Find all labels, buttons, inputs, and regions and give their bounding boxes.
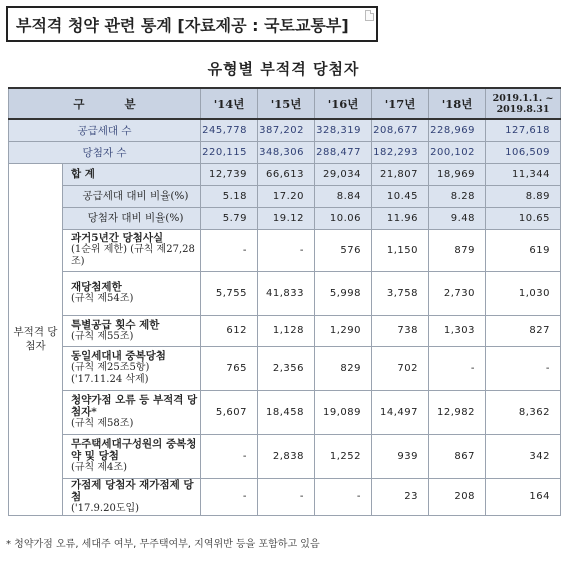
data-cell: - [429, 346, 486, 390]
header-col-2014: '14년 [201, 88, 258, 119]
data-cell: 17.20 [258, 185, 315, 207]
disqualified-row [9, 434, 561, 478]
summary-row [9, 141, 561, 163]
header-col-2016: '16년 [315, 88, 372, 119]
disqualified-row [9, 163, 561, 185]
data-cell: 8,362 [486, 390, 561, 434]
category-label [63, 163, 201, 185]
disqualified-row [9, 271, 561, 315]
data-cell: 2,356 [258, 346, 315, 390]
data-cell: 29,034 [315, 163, 372, 185]
data-cell: 342 [486, 434, 561, 478]
summary-cell: 328,319 [315, 119, 372, 141]
header-row [9, 88, 561, 119]
category-main-text: 동일세대내 중복당첨 [71, 350, 166, 362]
page-corner-icon [365, 10, 374, 21]
table-subtitle: 유형별 부적격 당첨자 [207, 60, 360, 78]
summary-cell: 208,677 [372, 119, 429, 141]
data-cell: 1,128 [258, 315, 315, 346]
data-cell: 164 [486, 478, 561, 515]
data-cell: 66,613 [258, 163, 315, 185]
data-cell: 21,807 [372, 163, 429, 185]
category-rule-reference: (1순위 제한) (규칙 제27,28조) [71, 244, 195, 267]
data-cell: 1,252 [315, 434, 372, 478]
category-main-text: 합 계 [71, 168, 95, 180]
data-cell: 2,730 [429, 271, 486, 315]
data-cell: 11.96 [372, 207, 429, 229]
disqualified-row [9, 346, 561, 390]
data-cell: 5.18 [201, 185, 258, 207]
data-cell: 18,458 [258, 390, 315, 434]
category-rule-reference: ('17.9.20도입) [71, 502, 140, 514]
header-col-2017: '17년 [372, 88, 429, 119]
category-main-text: 과거5년간 당첨사실 [71, 232, 164, 244]
data-cell: 612 [201, 315, 258, 346]
data-cell: 10.06 [315, 207, 372, 229]
data-cell: 765 [201, 346, 258, 390]
disqualified-row [9, 185, 561, 207]
data-cell: - [201, 229, 258, 271]
data-cell: 10.45 [372, 185, 429, 207]
category-label [63, 229, 201, 271]
summary-row-label: 공급세대 수 [9, 119, 201, 141]
summary-row [9, 119, 561, 141]
data-cell: 1,290 [315, 315, 372, 346]
category-rule-reference: (규칙 제4조) [71, 462, 127, 473]
data-cell: 19.12 [258, 207, 315, 229]
summary-cell: 127,618 [486, 119, 561, 141]
data-cell: 10.65 [486, 207, 561, 229]
category-label [63, 315, 201, 346]
disqualified-row [9, 315, 561, 346]
summary-cell: 106,509 [486, 141, 561, 163]
category-label [63, 434, 201, 478]
summary-cell: 228,969 [429, 119, 486, 141]
data-cell: 879 [429, 229, 486, 271]
header-category: 구 분 [9, 88, 201, 119]
data-cell: 702 [372, 346, 429, 390]
data-cell: 2,838 [258, 434, 315, 478]
category-rule-reference: (규칙 제55조) [71, 330, 134, 342]
category-main-text: 당첨자 대비 비율(%) [87, 212, 184, 224]
data-cell: 11,344 [486, 163, 561, 185]
data-cell: - [258, 478, 315, 515]
data-cell: 576 [315, 229, 372, 271]
data-cell: 208 [429, 478, 486, 515]
data-cell: 5,607 [201, 390, 258, 434]
category-label [63, 390, 201, 434]
data-cell: 867 [429, 434, 486, 478]
category-rule-reference: (규칙 제58조) [71, 418, 134, 429]
summary-cell: 182,293 [372, 141, 429, 163]
data-cell: 5,755 [201, 271, 258, 315]
data-cell: 1,030 [486, 271, 561, 315]
group-label-disqualified: 부적격 당첨자 [9, 163, 63, 515]
data-cell: 5,998 [315, 271, 372, 315]
data-cell: 12,739 [201, 163, 258, 185]
data-cell: 18,969 [429, 163, 486, 185]
data-cell: 8.28 [429, 185, 486, 207]
data-cell: 5.79 [201, 207, 258, 229]
summary-cell: 220,115 [201, 141, 258, 163]
data-cell: 12,982 [429, 390, 486, 434]
header-col-2019: 2019.1.1. ~ 2019.8.31 [486, 88, 561, 119]
data-cell: 827 [486, 315, 561, 346]
category-main-text: 공급세대 대비 비율(%) [82, 190, 189, 202]
data-cell: 23 [372, 478, 429, 515]
data-cell: - [486, 346, 561, 390]
summary-cell: 245,778 [201, 119, 258, 141]
data-cell: 1,303 [429, 315, 486, 346]
data-cell: 8.84 [315, 185, 372, 207]
data-cell: - [258, 229, 315, 271]
category-label [63, 271, 201, 315]
data-cell: 3,758 [372, 271, 429, 315]
document-title: 부적격 청약 관련 통계 [자료제공 : 국토교통부] [16, 15, 349, 35]
category-label [63, 346, 201, 390]
disqualified-row [9, 478, 561, 515]
document-title-box [6, 6, 378, 42]
data-cell: 8.89 [486, 185, 561, 207]
category-rule-reference: (규칙 제25조5항) ('17.11.24 삭제) [71, 362, 150, 385]
data-cell: 1,150 [372, 229, 429, 271]
data-cell: - [201, 434, 258, 478]
data-cell: 939 [372, 434, 429, 478]
summary-cell: 288,477 [315, 141, 372, 163]
summary-cell: 387,202 [258, 119, 315, 141]
disqualified-row [9, 390, 561, 434]
category-label [63, 207, 201, 229]
category-label [63, 185, 201, 207]
data-cell: 619 [486, 229, 561, 271]
header-col-2015: '15년 [258, 88, 315, 119]
header-col-2018: '18년 [429, 88, 486, 119]
footnote: * 청약가점 오류, 세대주 여부, 무주택여부, 지역위반 등을 포함하고 있음 [6, 539, 320, 550]
category-main-text: 청약가점 오류 등 부적격 당첨자* [71, 394, 198, 418]
summary-cell: 200,102 [429, 141, 486, 163]
data-cell: 14,497 [372, 390, 429, 434]
data-cell: 9.48 [429, 207, 486, 229]
data-cell: 19,089 [315, 390, 372, 434]
category-label [63, 478, 201, 515]
data-cell: 41,833 [258, 271, 315, 315]
category-main-text: 특별공급 횟수 제한 [71, 318, 160, 331]
data-cell: 829 [315, 346, 372, 390]
category-rule-reference: (규칙 제54조) [71, 293, 134, 304]
disqualified-row [9, 229, 561, 271]
disqualified-row [9, 207, 561, 229]
category-main-text: 재당첨제한 [71, 281, 122, 293]
summary-row-label: 당첨자 수 [9, 141, 201, 163]
statistics-table [8, 87, 561, 516]
data-cell: 738 [372, 315, 429, 346]
category-main-text: 가점제 당첨자 재가점제 당첨 [71, 478, 194, 503]
data-cell: - [315, 478, 372, 515]
category-main-text: 무주택세대구성원의 중복청약 및 당첨 [71, 438, 197, 462]
summary-cell: 348,306 [258, 141, 315, 163]
data-cell: - [201, 478, 258, 515]
